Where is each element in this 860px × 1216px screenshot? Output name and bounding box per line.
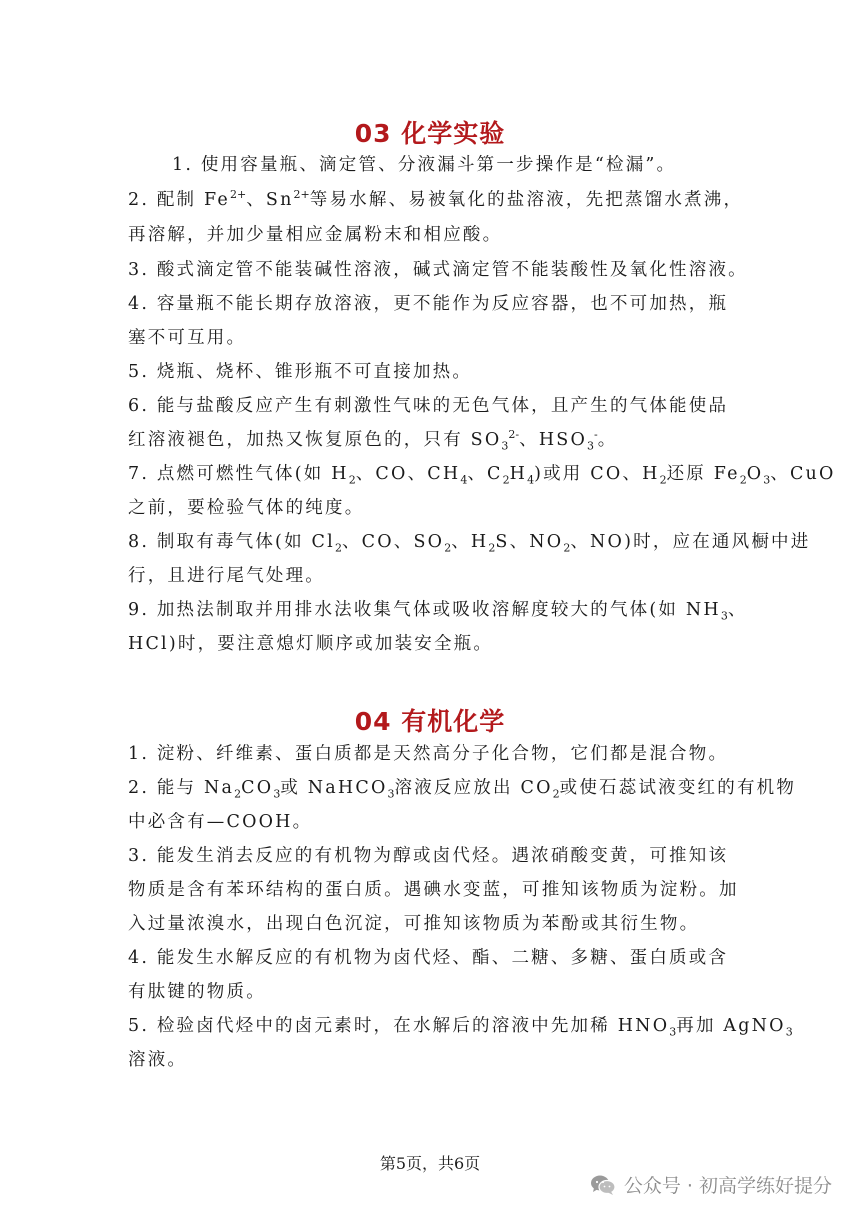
s4-line-4: 3. 能发生消去反应的有机物为醇或卤代烃。遇浓硝酸变黄，可推知该 xyxy=(128,846,729,866)
watermark xyxy=(590,1171,832,1198)
s3-line-11: 之前，要检验气体的纯度。 xyxy=(128,498,365,518)
s3-line-6: 塞不可互用。 xyxy=(128,328,247,348)
s3-line-3: 再溶解，并加少量相应金属粉末和相应酸。 xyxy=(128,225,503,245)
s3-line-12: 8. 制取有毒气体(如 $Cl_2$、CO、$SO_2$、$H_2S$、$NO_2$、NO)时，应在通风橱中进 xyxy=(128,532,811,555)
s4-line-1: 1. 淀粉、纤维素、蛋白质都是天然高分子化合物，它们都是混合物。 xyxy=(128,744,729,764)
s3-line-14: 9. 加热法制取并用排水法收集气体或吸收溶解度较大的气体(如 $NH_3$、 xyxy=(128,600,748,623)
s4-line-5: 物质是含有苯环结构的蛋白质。遇碘水变蓝，可推知该物质为淀粉。加 xyxy=(128,880,739,900)
s4-line-7: 4. 能发生水解反应的有机物为卤代烃、酯、二糖、多糖、蛋白质或含 xyxy=(128,948,729,968)
s4-line-6: 入过量浓溴水，出现白色沉淀，可推知该物质为苯酚或其衍生物。 xyxy=(128,914,700,934)
s3-line-13: 行，且进行尾气处理。 xyxy=(128,566,325,586)
s3-line-1: 1. 使用容量瓶、滴定管、分液漏斗第一步操作是“检漏”。 xyxy=(172,155,677,175)
s4-line-3: 中必含有—COOH。 xyxy=(128,812,313,832)
s3-line-7: 5. 烧瓶、烧杯、锥形瓶不可直接加热。 xyxy=(128,362,473,382)
page-number: 第5页，共6页 xyxy=(379,1154,481,1173)
s4-line-10: 溶液。 xyxy=(128,1050,188,1070)
wechat-icon xyxy=(590,1174,616,1196)
s4-line-9: 5. 检验卤代烃中的卤元素时，在水解后的溶液中先加稀 $HNO_3$再加 AgNO$_3$ xyxy=(128,1016,793,1039)
s3-line-15: HCl)时，要注意熄灯顺序或加装安全瓶。 xyxy=(128,634,494,654)
s4-line-2: 2. 能与 $Na_2CO_3$或 NaHCO$_3$溶液反应放出 $CO_2$或使石蕊试液变红的有机物 xyxy=(128,778,797,801)
s3-line-8: 6. 能与盐酸反应产生有刺激性气味的无色气体，且产生的气体能使品 xyxy=(128,396,729,416)
s4-line-8: 有肽键的物质。 xyxy=(128,982,266,1002)
s3-line-5: 4. 容量瓶不能长期存放溶液，更不能作为反应容器，也不可加热，瓶 xyxy=(128,294,729,314)
watermark-text: 公众号 · 初高学练好提分 xyxy=(623,1175,832,1197)
section-title-organic-chemistry: 04 有机化学 xyxy=(354,707,506,736)
s3-line-9: 红溶液褪色，加热又恢复原色的，只有 $SO_3^{2-}$、$HSO_3^-$。 xyxy=(128,428,618,453)
s3-line-4: 3. 酸式滴定管不能装碱性溶液，碱式滴定管不能装酸性及氧化性溶液。 xyxy=(128,260,748,280)
section-title-chemistry-experiment: 03 化学实验 xyxy=(354,119,506,148)
s3-line-2: 2. 配制 $Fe^{2+}$、$Sn^{2+}$等易水解、易被氧化的盐溶液，先把蒸馏水煮沸， xyxy=(128,188,744,210)
s3-line-10: 7. 点燃可燃性气体(如 $H_2$、CO、$CH_4$、$C_2H_4$)或用 CO、$H_2$还原 $Fe_2O_3$、CuO xyxy=(128,464,836,487)
